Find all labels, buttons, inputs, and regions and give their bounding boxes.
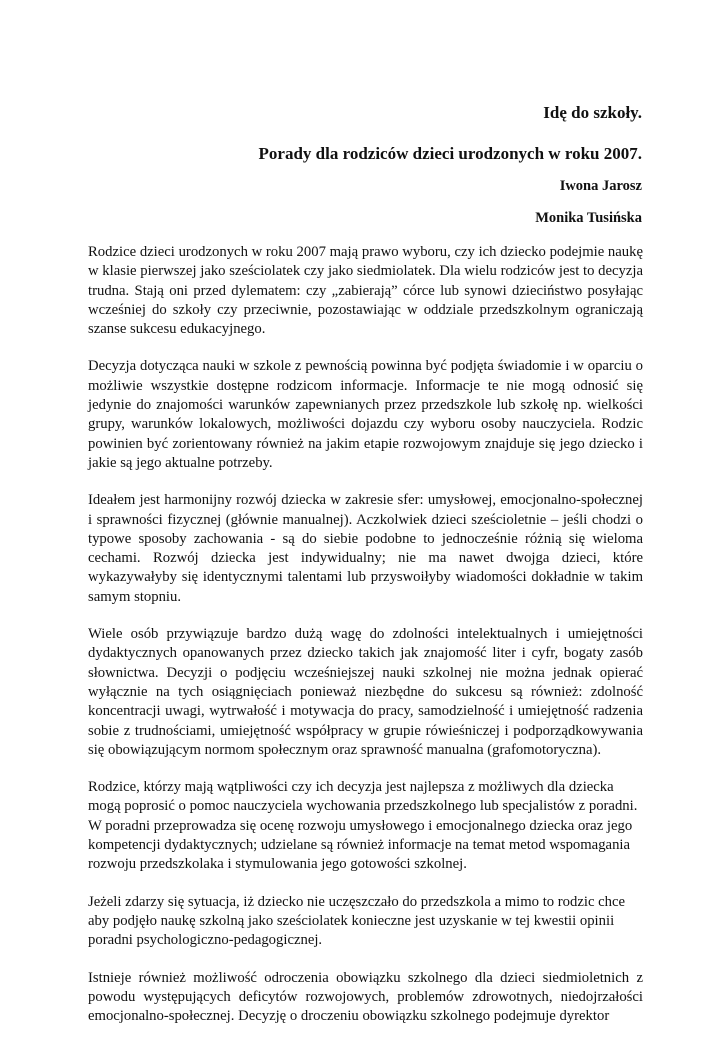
document-body bbox=[88, 243, 643, 1044]
paragraph: Ideałem jest harmonijny rozwój dziecka w zakresie sfer: umysłowej, emocjonalno-społecznej i sprawności fizycznej (głównie manualnej). Aczkolwiek dzieci sześcioletnie – jeśli chodzi o typowe sposoby zachowania - są do siebie podobne to jednocześnie różnią się wieloma cechami. Rozwój dziecka jest indywidualny; nie ma nawet dwojga dzieci, które wykazywałyby się identycznymi talentami lub przyswoiłyby wiadomości dokładnie w takim samym stopniu. bbox=[88, 492, 643, 605]
paragraph: Decyzja dotycząca nauki w szkole z pewnością powinna być podjęta świadomie i w oparciu o możliwie wszystkie dostępne rodzicom informacje. Informacje te nie mogą odnosić się jedynie do znajomości warunków zapewnianych przez przedszkole lub szkołę np. wielkości grupy, warunków lokalowych, możliwości dojazdu czy wyboru osoby nauczyciela. Rodzic powinien być zorientowany również na jakim etapie rozwojowym znajduje się jego dziecko i jakie są jego aktualne potrzeby. bbox=[88, 358, 643, 471]
paragraph: Rodzice, którzy mają wątpliwości czy ich decyzja jest najlepsza z możliwych dla dziecka mogą poprosić o pomoc nauczyciela wychowania przedszkolnego lub specjalistów z poradni. W poradni przeprowadza się ocenę rozwoju umysłowego i emocjonalnego dziecka oraz jego kompetencji dydaktycznych; udzielane są również informacje na temat metod wspomagania rozwoju przedszkolaka i stymulowania jego gotowości szkolnej. bbox=[88, 779, 638, 873]
paragraph: Jeżeli zdarzy się sytuacja, iż dziecko nie uczęszczało do przedszkola a mimo to rodzic chce aby podjęło naukę szkolną jako sześciolatek konieczne jest uzyskanie w tej kwestii opinii poradni psychologiczno-pedagogicznej. bbox=[88, 893, 626, 949]
author-name: Monika Tusińska bbox=[535, 210, 642, 226]
paragraph: Wiele osób przywiązuje bardzo dużą wagę do zdolności intelektualnych i umiejętności dydaktycznych opanowanych przez dziecko takich jak znajomość liter i cyfr, bogaty zasób słownictwa. Decyzji o podjęciu wcześniejszej nauki szkolnej nie można jednak opierać wyłącznie na tych osiągnięciach ponieważ niezbędne do sukcesu są również: zdolność koncentracji uwagi, wytrwałość i motywacja do pracy, samodzielność i umiejętność radzenia sobie z trudnościami, umiejętność współpracy w grupie rówieśniczej i podporządkowywania się obowiązującym normom społecznym oraz sprawność manualna (grafomotoryczna). bbox=[88, 626, 643, 758]
paragraph: Istnieje również możliwość odroczenia obowiązku szkolnego dla dzieci siedmioletnich z powodu występujących deficytów rozwojowych, problemów zdrowotnych, niedojrzałości emocjonalno-społecznej. Decyzję o droczeniu obowiązku szkolnego podejmuje dyrektor bbox=[88, 969, 643, 1025]
author-name: Iwona Jarosz bbox=[559, 178, 642, 194]
paragraph: Rodzice dzieci urodzonych w roku 2007 mają prawo wyboru, czy ich dziecko podejmie naukę w klasie pierwszej jako sześciolatek czy jako siedmiolatek. Dla wielu rodziców jest to decyzja trudna. Stają oni przed dylematem: czy „zabierają” córce lub synowi dzieciństwo posyłając wcześniej do szkoły czy przeciwnie, pozostawiając w oddziale przedszkolnym ograniczają szanse sukcesu edukacyjnego. bbox=[88, 244, 643, 338]
document-subtitle: Porady dla rodziców dzieci urodzonych w roku 2007. bbox=[258, 144, 642, 163]
document-title: Idę do szkoły. bbox=[543, 103, 642, 122]
